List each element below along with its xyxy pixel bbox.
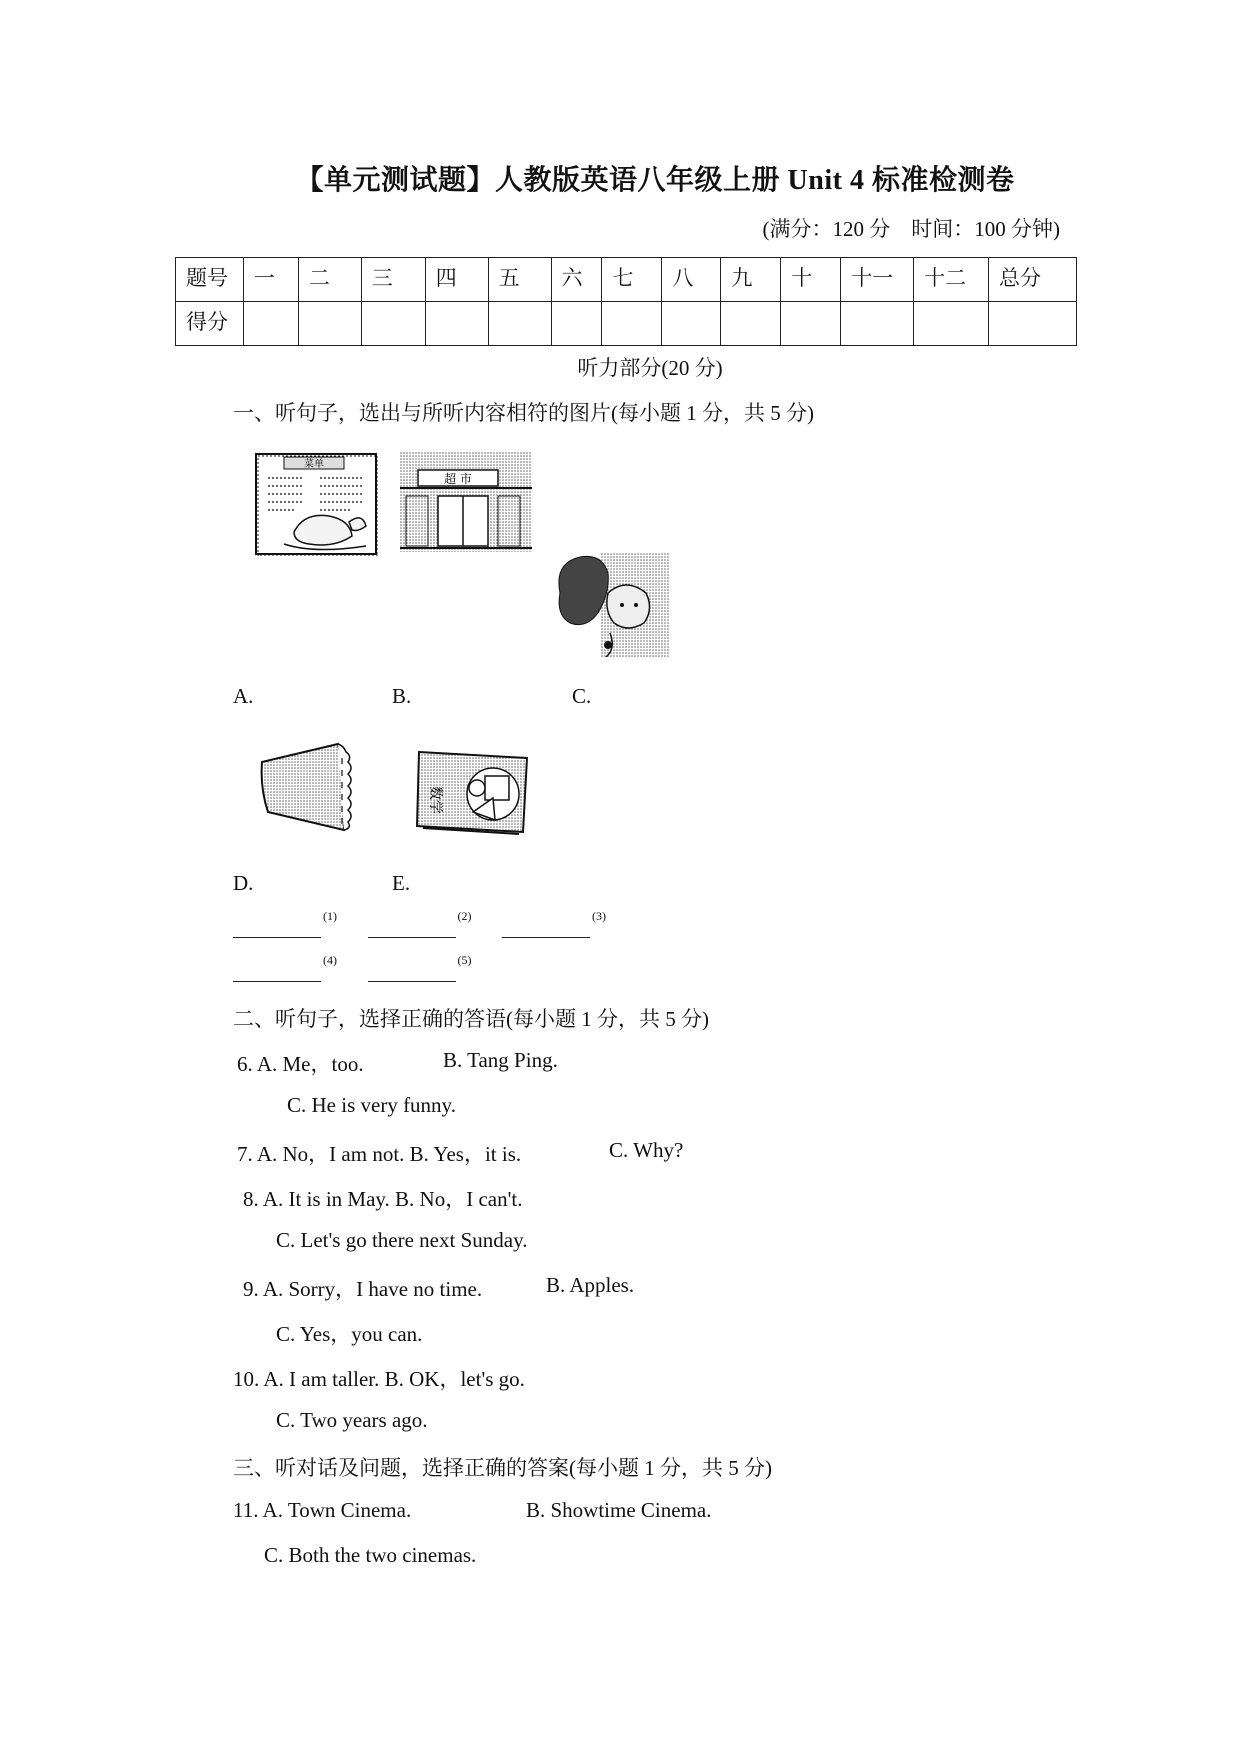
score-input-cell[interactable] — [914, 302, 989, 346]
answer-blank-5[interactable] — [368, 959, 456, 982]
score-cell: 题号 — [176, 258, 244, 302]
option-label-a: A. — [233, 684, 254, 708]
score-table-score-row — [176, 302, 1077, 346]
score-cell: 一 — [243, 258, 298, 302]
skirt-picture — [258, 740, 368, 840]
blank-number: (3) — [592, 909, 606, 923]
question-11-option-b: B. Showtime Cinema. — [526, 1498, 712, 1522]
answer-blank-2[interactable] — [368, 915, 456, 938]
score-time-info: (满分：120 分 时间：100 分钟) — [762, 217, 1060, 241]
score-input-cell[interactable] — [841, 302, 914, 346]
question-9-option-c: C. Yes，you can. — [276, 1322, 423, 1346]
score-cell: 五 — [488, 258, 551, 302]
score-cell: 十一 — [841, 258, 914, 302]
document-title: 【单元测试题】人教版英语八年级上册 Unit 4 标准检测卷 — [295, 165, 1015, 196]
question-6-options-ab: 6. A. Me，too. — [237, 1052, 364, 1076]
book-cover-word: 数学 — [427, 786, 443, 814]
score-cell: 八 — [662, 258, 721, 302]
score-input-cell[interactable] — [243, 302, 298, 346]
question-8-options-ab: 8. A. It is in May. B. No，I can't. — [243, 1187, 523, 1211]
option-label-b: B. — [392, 684, 412, 708]
score-row-label: 得分 — [176, 302, 244, 346]
score-input-cell[interactable] — [298, 302, 361, 346]
listening-part-heading: 听力部分(20 分) — [577, 356, 723, 380]
blank-number: (1) — [323, 909, 337, 923]
score-cell: 十二 — [914, 258, 989, 302]
question-7-options-ab: 7. A. No，I am not. B. Yes，it is. — [237, 1142, 522, 1166]
score-cell: 六 — [551, 258, 602, 302]
option-label-e: E. — [392, 871, 411, 895]
blank-number: (4) — [323, 953, 337, 967]
score-cell: 三 — [361, 258, 425, 302]
answer-blank-3[interactable] — [502, 915, 590, 938]
score-cell: 总分 — [989, 258, 1077, 302]
answer-blanks-row-1 — [233, 909, 606, 938]
score-input-cell[interactable] — [662, 302, 721, 346]
score-table — [175, 257, 1077, 346]
blank-number: (5) — [457, 953, 472, 967]
question-11-option-c: C. Both the two cinemas. — [264, 1543, 477, 1567]
score-cell: 十 — [781, 258, 841, 302]
question-6-option-b: B. Tang Ping. — [443, 1048, 558, 1072]
score-cell: 四 — [425, 258, 488, 302]
option-label-d: D. — [233, 871, 254, 895]
score-input-cell[interactable] — [989, 302, 1077, 346]
girl-picture — [550, 553, 670, 657]
supermarket-picture — [400, 452, 532, 552]
menu-word: 菜单 — [304, 459, 324, 470]
question-6-option-c: C. He is very funny. — [287, 1093, 456, 1117]
score-input-cell[interactable] — [488, 302, 551, 346]
score-input-cell[interactable] — [361, 302, 425, 346]
score-input-cell[interactable] — [781, 302, 841, 346]
option-label-c: C. — [572, 684, 592, 708]
score-cell: 九 — [721, 258, 781, 302]
question-9-option-a: 9. A. Sorry，I have no time. — [243, 1277, 483, 1301]
score-table-header-row — [176, 258, 1077, 302]
question-10-options-ab: 10. A. I am taller. B. OK，let's go. — [233, 1367, 525, 1391]
question-10-option-c: C. Two years ago. — [276, 1408, 428, 1432]
menu-picture — [254, 452, 378, 556]
question-8-option-c: C. Let's go there next Sunday. — [276, 1228, 528, 1252]
score-cell: 七 — [602, 258, 662, 302]
answer-blanks-row-2 — [233, 953, 472, 982]
answer-blank-4[interactable] — [233, 959, 321, 982]
section-1-heading: 一、听句子，选出与所听内容相符的图片(每小题 1 分，共 5 分) — [233, 401, 814, 425]
blank-number: (2) — [457, 909, 472, 923]
score-input-cell[interactable] — [721, 302, 781, 346]
section-3-heading: 三、听对话及问题，选择正确的答案(每小题 1 分，共 5 分) — [233, 1456, 772, 1480]
math-book-picture — [415, 748, 533, 836]
question-7-option-c: C. Why? — [609, 1138, 684, 1162]
supermarket-word: 超 市 — [444, 472, 472, 486]
question-9-option-b: B. Apples. — [546, 1273, 635, 1297]
score-cell: 二 — [298, 258, 361, 302]
score-input-cell[interactable] — [551, 302, 602, 346]
score-input-cell[interactable] — [425, 302, 488, 346]
section-2-heading: 二、听句子，选择正确的答语(每小题 1 分，共 5 分) — [233, 1007, 709, 1031]
question-11-option-a: 11. A. Town Cinema. — [233, 1498, 412, 1522]
score-input-cell[interactable] — [602, 302, 662, 346]
answer-blank-1[interactable] — [233, 915, 321, 938]
